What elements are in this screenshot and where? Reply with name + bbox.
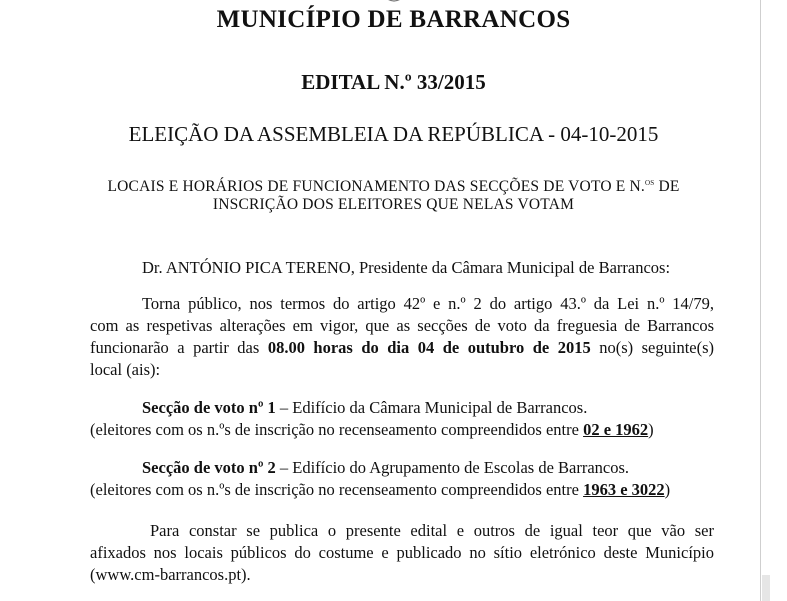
president-line: Dr. ANTÓNIO PICA TERENO, Presidente da Câmara Municipal de Barrancos:: [142, 258, 671, 277]
municipality-title: MUNICÍPIO DE BARRANCOS: [216, 6, 571, 33]
para1-line4: local (ais):: [90, 360, 161, 379]
closing-line1: Para constar se publica o presente edital e outros de igual teor que vão ser: [150, 521, 714, 540]
para1-line2: com as respetivas alterações em vigor, que as secções de voto da freguesia de Barrancos: [90, 316, 714, 335]
section-1-title: Secção de voto nº 1 – Edifício da Câmara Municipal de Barrancos.: [142, 398, 588, 417]
section-2-title: Secção de voto nº 2 – Edifício do Agrupamento de Escolas de Barrancos.: [142, 458, 630, 477]
section-1-voters: (eleitores com os n.ºs de inscrição no recenseamento compreendidos entre 02 e 1962): [90, 420, 654, 439]
closing-line2: afixados nos locais públicos do costume e publicado no sítio eletrónico deste Município: [90, 543, 714, 562]
edital-number: EDITAL N.º 33/2015: [301, 70, 486, 94]
para1-line1: Torna público, nos termos do artigo 42º e n.º 2 do artigo 43.º da Lei n.º 14/79,: [142, 294, 714, 313]
subtitle-line-2: INSCRIÇÃO DOS ELEITORES QUE NELAS VOTAM: [212, 196, 575, 213]
closing-line3: (www.cm-barrancos.pt).: [90, 565, 251, 584]
page-edge-mark: [762, 575, 770, 601]
subtitle-line-1: LOCAIS E HORÁRIOS DE FUNCIONAMENTO DAS SECÇÕES DE VOTO E N.$^{os}$ DE: [107, 177, 680, 196]
page-edge-rule: [760, 0, 761, 601]
section-2-voters: (eleitores com os n.ºs de inscrição no recenseamento compreendidos entre 1963 e 3022): [90, 480, 671, 499]
para1-line3: funcionarão a partir das 08.00 horas do dia 04 de outubro de 2015 no(s) seguinte(s): [90, 338, 715, 357]
election-title: ELEIÇÃO DA ASSEMBLEIA DA REPÚBLICA - 04-10-2015: [128, 122, 659, 146]
